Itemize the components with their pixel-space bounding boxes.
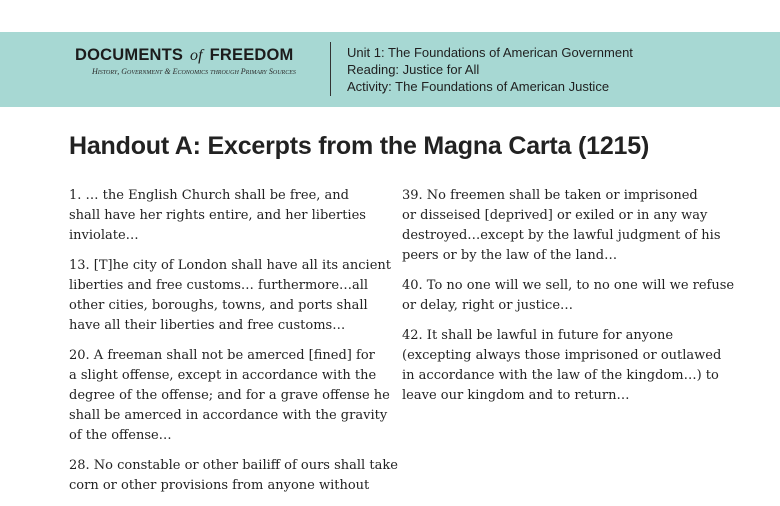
excerpt-line: leave our kingdom and to return… bbox=[402, 388, 630, 403]
excerpt-line: degree of the offense; and for a grave offense he bbox=[69, 388, 390, 403]
excerpt-line: 13. [T]he city of London shall have all its ancient bbox=[69, 258, 391, 273]
brand-title-documents: DOCUMENTS bbox=[75, 46, 184, 64]
excerpt-line: 20. A freeman shall not be amerced [fined] for bbox=[69, 348, 375, 363]
excerpt-line: 42. It shall be lawful in future for anyone bbox=[402, 328, 674, 343]
right-column bbox=[402, 186, 735, 416]
header-meta bbox=[347, 44, 633, 95]
excerpt-line: or disseised [deprived] or exiled or in any way bbox=[402, 208, 708, 223]
excerpt-line: other cities, boroughs, towns, and ports shall bbox=[69, 298, 368, 313]
excerpt-line: liberties and free customs… furthermore…all bbox=[69, 278, 369, 293]
brand-title bbox=[75, 45, 325, 66]
excerpt-line: have all their liberties and free customs… bbox=[69, 318, 346, 333]
excerpt-line: 39. No freemen shall be taken or imprisoned bbox=[402, 188, 698, 203]
left-column bbox=[69, 186, 398, 506]
excerpt-line: or delay, right or justice… bbox=[402, 298, 574, 313]
brand-title-of: of bbox=[189, 47, 203, 64]
handout-title: Handout A: Excerpts from the Magna Carta (1215) bbox=[69, 132, 650, 160]
excerpt-line: peers or by the law of the land… bbox=[402, 248, 618, 263]
excerpt-line: (excepting always those imprisoned or outlawed bbox=[402, 348, 722, 363]
excerpt-line: corn or other provisions from anyone without bbox=[69, 478, 370, 493]
excerpt-line: destroyed…except by the lawful judgment of his bbox=[402, 228, 721, 243]
excerpt-line: in accordance with the law of the kingdom…) to bbox=[402, 368, 719, 383]
reading-label: Reading: Justice for All bbox=[347, 62, 480, 77]
excerpt-20 bbox=[69, 346, 389, 446]
excerpt-13 bbox=[69, 256, 389, 336]
header-banner bbox=[0, 32, 780, 107]
excerpt-1 bbox=[69, 186, 389, 246]
activity-label: Activity: The Foundations of American Justice bbox=[347, 79, 610, 94]
excerpt-39 bbox=[402, 186, 732, 266]
header-divider bbox=[330, 42, 331, 96]
brand-logo bbox=[75, 45, 325, 76]
excerpt-line: shall be amerced in accordance with the gravity bbox=[69, 408, 388, 423]
excerpt-line: of the offense… bbox=[69, 428, 172, 443]
brand-subtitle: History, Government & Economics through Primary Sources bbox=[92, 67, 296, 76]
excerpt-line: shall have her rights entire, and her liberties bbox=[69, 208, 366, 223]
excerpt-line: inviolate… bbox=[69, 228, 139, 243]
excerpt-line: a slight offense, except in accordance with the bbox=[69, 368, 377, 383]
unit-label: Unit 1: The Foundations of American Government bbox=[347, 45, 633, 60]
excerpt-42 bbox=[402, 326, 732, 406]
excerpt-40 bbox=[402, 276, 735, 316]
excerpt-line: 1. … the English Church shall be free, and bbox=[69, 188, 349, 203]
excerpt-28 bbox=[69, 456, 398, 496]
excerpt-line: 40. To no one will we sell, to no one will we refuse bbox=[402, 278, 735, 293]
excerpt-line: 28. No constable or other bailiff of ours shall take bbox=[69, 458, 398, 473]
brand-title-freedom: FREEDOM bbox=[209, 46, 294, 64]
